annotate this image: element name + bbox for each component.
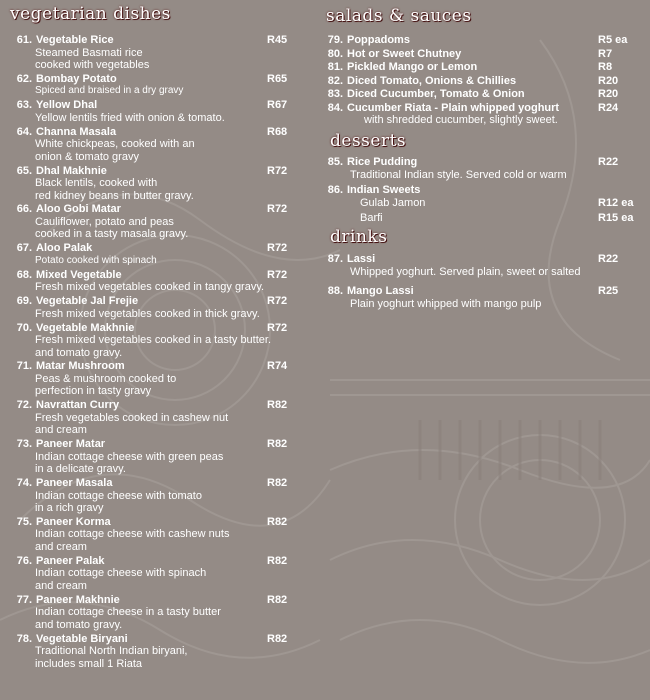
item-name: Vegetable Biryani	[36, 632, 128, 645]
item-name: Vegetable Jal Frejie	[36, 295, 139, 308]
heading-drinks: drinks	[330, 227, 388, 247]
item-number: 82.	[327, 74, 343, 87]
list-item	[10, 126, 310, 164]
item-description: and tomato gravy.	[35, 618, 123, 631]
item-price: R82	[267, 593, 288, 606]
item-description: Indian cottage cheese with cashew nuts	[35, 528, 230, 541]
item-name: Aloo Palak	[36, 242, 93, 255]
item-number: 65.	[16, 164, 32, 177]
list-item	[10, 438, 310, 476]
item-number: 62.	[16, 72, 32, 85]
item-description: and cream	[35, 540, 87, 553]
list-item	[320, 34, 640, 47]
item-name: Vegetable Rice	[36, 34, 114, 46]
item-description: Indian cottage cheese with spinach	[35, 567, 207, 580]
sub-item-name: Barfi	[360, 211, 383, 224]
salads-sauces-list	[320, 34, 640, 127]
sub-item	[320, 197, 640, 210]
item-price: R72	[267, 203, 288, 216]
item-price: R72	[267, 321, 288, 334]
item-price: R25	[598, 285, 619, 297]
item-description: Peas & mushroom cooked to	[35, 372, 177, 385]
item-price: R82	[267, 477, 288, 490]
item-name: Channa Masala	[36, 125, 117, 138]
item-number: 83.	[327, 88, 343, 100]
item-number: 69.	[16, 295, 32, 308]
list-item	[320, 184, 640, 197]
item-name: Poppadoms	[347, 34, 410, 46]
item-description: Fresh mixed vegetables cooked in tangy gravy.	[35, 281, 265, 294]
item-description: Traditional North Indian biryani,	[35, 645, 188, 658]
item-description: and cream	[35, 579, 87, 592]
item-name: Dhal Makhnie	[36, 164, 107, 177]
sub-item	[320, 212, 640, 225]
list-item	[320, 102, 640, 127]
item-description: Fresh mixed vegetables cooked in a tasty butter.	[35, 334, 272, 347]
item-description: Potato cooked with spinach	[35, 254, 157, 266]
item-number: 85.	[327, 156, 343, 168]
item-description: Indian cottage cheese with green peas	[35, 450, 224, 463]
item-price: R5 ea	[598, 34, 628, 46]
item-description: in a rich gravy	[35, 502, 104, 515]
sub-item-price: R12 ea	[598, 196, 634, 209]
list-item	[10, 360, 310, 398]
item-number: 67.	[16, 242, 32, 255]
list-item	[10, 73, 310, 98]
item-number: 87.	[327, 253, 343, 265]
list-item	[10, 477, 310, 515]
list-item	[320, 253, 640, 278]
item-price: R20	[598, 88, 619, 100]
list-item	[10, 633, 310, 671]
item-number: 74.	[16, 477, 32, 490]
item-name: Aloo Gobi Matar	[36, 203, 121, 216]
list-item	[10, 322, 310, 360]
item-name: Diced Cucumber, Tomato & Onion	[347, 88, 525, 100]
sub-item-price: R15 ea	[598, 211, 634, 224]
item-number: 63.	[16, 99, 32, 112]
item-description: Indian cottage cheese in a tasty butter	[35, 606, 221, 619]
item-description: Yellow lentils fried with onion & tomato.	[35, 111, 225, 124]
item-name: Hot or Sweet Chutney	[347, 47, 462, 60]
vegetarian-dishes-list	[10, 34, 310, 670]
item-description: Black lentils, cooked with	[35, 177, 158, 190]
item-price: R7	[598, 47, 613, 60]
item-number: 70.	[16, 321, 32, 334]
item-number: 88.	[327, 285, 343, 297]
list-item	[10, 516, 310, 554]
list-item	[10, 269, 310, 294]
sub-item-name: Gulab Jamon	[360, 196, 426, 209]
item-price: R72	[267, 164, 288, 177]
item-description: Traditional Indian style. Served cold or warm	[350, 168, 567, 181]
list-item	[10, 242, 310, 267]
list-item	[320, 75, 640, 88]
item-description: Plain yoghurt whipped with mango pulp	[350, 297, 542, 310]
item-number: 71.	[16, 360, 32, 373]
item-name: Rice Pudding	[347, 156, 418, 168]
item-description: perfection in tasty gravy	[35, 385, 152, 398]
item-description: White chickpeas, cooked with an	[35, 138, 195, 151]
item-number: 73.	[16, 438, 32, 451]
item-description: Whipped yoghurt. Served plain, sweet or salted	[350, 265, 581, 278]
item-number: 81.	[327, 61, 343, 73]
item-description: Cauliflower, potato and peas	[35, 215, 174, 228]
item-name: Diced Tomato, Onions & Chillies	[347, 74, 517, 87]
item-price: R82	[267, 438, 288, 451]
desserts-list	[320, 156, 640, 225]
item-description: Steamed Basmati rice	[35, 46, 143, 59]
list-item	[10, 399, 310, 437]
item-description: Indian cottage cheese with tomato	[35, 489, 202, 502]
item-name: Mixed Vegetable	[36, 268, 122, 281]
item-description: includes small 1 Riata	[35, 657, 142, 670]
item-name: Yellow Dhal	[36, 99, 98, 112]
item-number: 68.	[16, 268, 32, 281]
item-price: R82	[267, 632, 288, 645]
item-name: Paneer Palak	[36, 554, 105, 567]
item-price: R68	[267, 125, 288, 138]
list-item	[10, 203, 310, 241]
item-description: Spiced and braised in a dry gravy	[35, 85, 184, 97]
heading-vegetarian-dishes: vegetarian dishes	[10, 4, 171, 24]
item-price: R24	[598, 101, 619, 114]
heading-desserts: desserts	[330, 131, 407, 151]
list-item	[10, 34, 310, 72]
item-name: Vegetable Makhnie	[36, 321, 135, 334]
item-name: Paneer Korma	[36, 515, 111, 528]
item-name: Navrattan Curry	[36, 399, 120, 412]
heading-salads-sauces: salads & sauces	[326, 6, 472, 26]
item-description: Fresh vegetables cooked in cashew nut	[35, 411, 229, 424]
item-number: 79.	[327, 34, 343, 46]
item-price: R82	[267, 515, 288, 528]
item-name: Indian Sweets	[347, 184, 421, 196]
item-name: Cucumber Riata - Plain whipped yoghurt	[347, 101, 560, 114]
list-item	[320, 285, 640, 310]
item-price: R65	[267, 72, 288, 85]
item-name: Lassi	[347, 253, 376, 265]
item-name: Matar Mushroom	[36, 360, 125, 373]
item-description: in a delicate gravy.	[35, 463, 126, 476]
item-description: onion & tomato gravy	[35, 150, 139, 163]
list-item	[320, 88, 640, 101]
item-number: 78.	[16, 632, 32, 645]
drinks-list	[320, 253, 640, 310]
item-description: cooked in a tasty masala gravy.	[35, 228, 189, 241]
list-item	[10, 594, 310, 632]
item-price: R8	[598, 61, 613, 73]
item-name: Bombay Potato	[36, 72, 117, 85]
list-item	[10, 295, 310, 320]
item-price: R22	[598, 253, 619, 265]
item-price: R72	[267, 268, 288, 281]
item-number: 75.	[16, 515, 32, 528]
item-number: 86.	[327, 184, 343, 196]
item-number: 84.	[327, 101, 343, 114]
item-number: 72.	[16, 399, 32, 412]
list-item	[10, 555, 310, 593]
item-price: R74	[267, 360, 288, 373]
list-item	[320, 156, 640, 181]
item-description: Fresh mixed vegetables cooked in thick gravy.	[35, 307, 260, 320]
item-description: cooked with vegetables	[35, 59, 150, 71]
item-price: R72	[267, 295, 288, 308]
item-name: Mango Lassi	[347, 285, 414, 297]
list-item	[10, 165, 310, 203]
item-price: R67	[267, 99, 288, 112]
item-number: 77.	[16, 593, 32, 606]
item-number: 80.	[327, 47, 343, 60]
item-name: Paneer Makhnie	[36, 593, 120, 606]
item-price: R45	[267, 34, 288, 46]
item-description: and tomato gravy.	[35, 346, 123, 359]
item-name: Pickled Mango or Lemon	[347, 61, 478, 73]
item-price: R22	[598, 156, 619, 168]
list-item	[320, 61, 640, 74]
item-description: with shredded cucumber, slightly sweet.	[364, 114, 558, 126]
item-number: 76.	[16, 554, 32, 567]
list-item	[10, 99, 310, 124]
item-name: Paneer Matar	[36, 438, 106, 451]
item-description: red kidney beans in butter gravy.	[35, 189, 194, 202]
item-number: 61.	[16, 34, 32, 46]
item-price: R72	[267, 242, 288, 255]
item-price: R20	[598, 74, 619, 87]
item-description: and cream	[35, 424, 87, 437]
item-price: R82	[267, 554, 288, 567]
item-price: R82	[267, 399, 288, 412]
item-number: 64.	[16, 125, 32, 138]
list-item	[320, 48, 640, 61]
item-name: Paneer Masala	[36, 477, 113, 490]
item-number: 66.	[16, 203, 32, 216]
